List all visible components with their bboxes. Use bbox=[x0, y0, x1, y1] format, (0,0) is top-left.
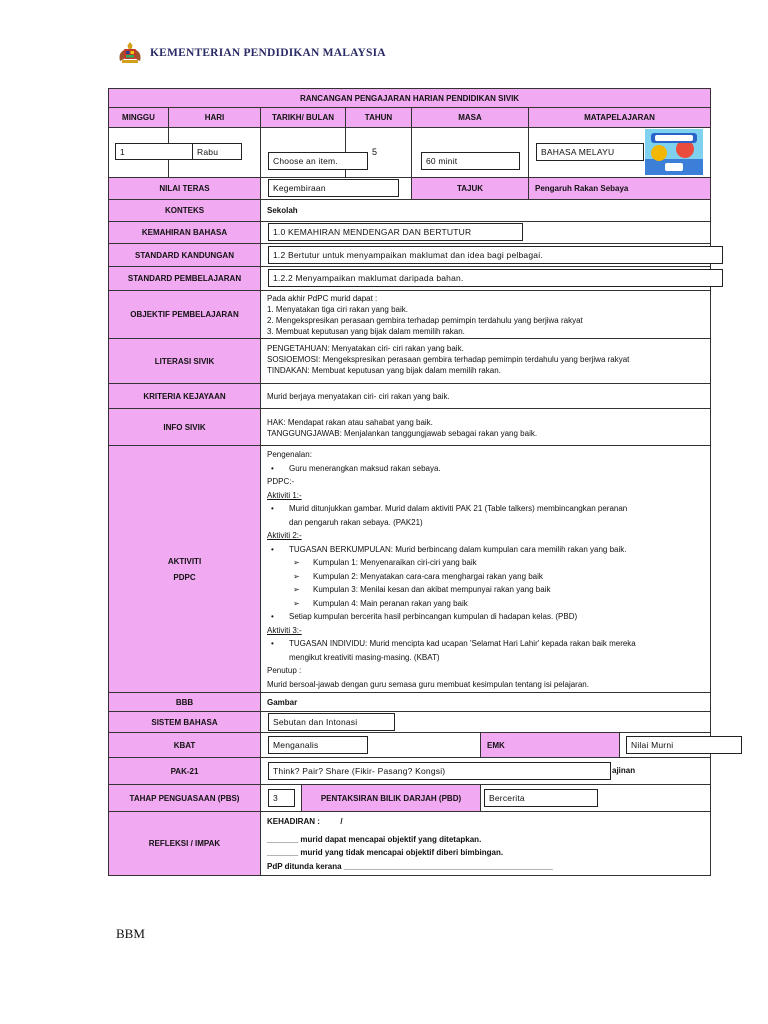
refleksi-line: _______ murid yang tidak mencapai objektif diberi bimbingan. bbox=[267, 848, 504, 857]
info-line: TANGGUNGJAWAB: Menjalankan tanggungjawab sebagai rakan yang baik. bbox=[267, 429, 538, 438]
tahun-value: 5 bbox=[372, 147, 378, 157]
refleksi-line: _______ murid dapat mencapai objektif yang ditetapkan. bbox=[267, 834, 482, 844]
aktiviti-line: Murid bersoal-jawab dengan guru semasa guru membuat kesimpulan tentang isi pelajaran. bbox=[267, 679, 589, 689]
pbd-field[interactable]: Bercerita bbox=[484, 789, 598, 807]
aktiviti-line: • Murid ditunjukkan gambar. Murid dalam aktiviti PAK 21 (Table talkers) membincangkan peranan bbox=[267, 502, 704, 516]
aktiviti-line: • TUGASAN BERKUMPULAN: Murid berbincang dalam kumpulan cara memilih rakan yang baik. bbox=[267, 543, 704, 557]
refleksi-content bbox=[260, 811, 711, 876]
objektif-line: 1. Menyatakan tiga ciri rakan yang baik. bbox=[267, 305, 408, 314]
label-kemahiran: KEMAHIRAN BAHASA bbox=[108, 221, 261, 244]
aktiviti-line: ➢ Kumpulan 4: Main peranan rakan yang baik bbox=[267, 597, 704, 611]
kehadiran-label: KEHADIRAN : bbox=[267, 817, 320, 826]
col-minggu: MINGGU bbox=[108, 107, 169, 128]
kbat-field[interactable]: Menganalis bbox=[268, 736, 368, 754]
pdpc-label: PDPC bbox=[173, 572, 196, 582]
label-kriteria: KRITERIA KEJAYAAN bbox=[108, 383, 261, 409]
aktiviti-line: mengikut kreativiti masing-masing. (KBAT) bbox=[289, 652, 440, 662]
aktiviti-line: ➢ Kumpulan 2: Menyatakan cara-cara menghargai rakan yang baik bbox=[267, 570, 704, 584]
matapelajaran-field[interactable]: BAHASA MELAYU bbox=[536, 143, 644, 161]
bbm-heading: BBM bbox=[116, 926, 145, 941]
label-nilai-teras: NILAI TERAS bbox=[108, 177, 261, 200]
label-pak21: PAK-21 bbox=[108, 757, 261, 785]
kriteria-value: Murid berjaya menyatakan ciri- ciri rakan yang baik. bbox=[260, 383, 711, 409]
ministry-header bbox=[116, 40, 386, 66]
malaysia-crest-icon bbox=[116, 41, 144, 65]
emk-field[interactable]: Nilai Murni bbox=[626, 736, 742, 754]
label-kbat: KBAT bbox=[108, 732, 261, 758]
label-standard-kandungan: STANDARD KANDUNGAN bbox=[108, 243, 261, 267]
aktiviti-label: AKTIVITI bbox=[167, 556, 202, 566]
masa-field[interactable]: 60 minit bbox=[421, 152, 520, 170]
aktiviti-line: dan pengaruh rakan sebaya. (PAK21) bbox=[289, 517, 423, 527]
label-tajuk: TAJUK bbox=[411, 177, 529, 200]
minggu-field[interactable]: 1 bbox=[115, 143, 193, 160]
objektif-content bbox=[260, 290, 711, 339]
standard-pembelajaran-field[interactable]: 1.2.2 Menyampaikan maklumat daripada bahan. bbox=[268, 269, 723, 287]
literasi-line: TINDAKAN: Membuat keputusan yang bijak dalam memilih rakan. bbox=[267, 366, 501, 375]
literasi-line: PENGETAHUAN: Menyatakan ciri- ciri rakan yang baik. bbox=[267, 344, 464, 353]
objektif-line: Pada akhir PdPC murid dapat : bbox=[267, 294, 378, 303]
tajuk-value: Pengaruh Rakan Sebaya bbox=[528, 177, 711, 200]
info-content bbox=[260, 408, 711, 446]
aktiviti-line: Aktiviti 3:- bbox=[267, 625, 302, 635]
label-refleksi: REFLEKSI / IMPAK bbox=[108, 811, 261, 876]
label-info: INFO SIVIK bbox=[108, 408, 261, 446]
label-tahap: TAHAP PENGUASAAN (PBS) bbox=[108, 784, 261, 812]
pak21-field[interactable]: Think? Pair? Share (Fikir- Pasang? Kongsi) bbox=[268, 762, 611, 780]
col-tahun: TAHUN bbox=[345, 107, 412, 128]
aktiviti-content bbox=[260, 445, 711, 693]
bbb-value: Gambar bbox=[260, 692, 711, 712]
label-objektif: OBJEKTIF PEMBELAJARAN bbox=[108, 290, 261, 339]
aktiviti-line: • Setiap kumpulan bercerita hasil perbincangan kumpulan di hadapan kelas. (PBD) bbox=[267, 610, 704, 624]
kehadiran-slash: / bbox=[340, 817, 343, 826]
col-hari: HARI bbox=[168, 107, 261, 128]
aktiviti-line: Penutup : bbox=[267, 666, 302, 675]
col-matapelajaran: MATAPELAJARAN bbox=[528, 107, 711, 128]
aktiviti-line: Aktiviti 1:- bbox=[267, 490, 302, 500]
objektif-line: 3. Membuat keputusan yang bijak dalam memilih rakan. bbox=[267, 327, 465, 336]
tarikh-dropdown[interactable]: Choose an item. bbox=[268, 152, 368, 170]
label-literasi: LITERASI SIVIK bbox=[108, 338, 261, 384]
page-title: RANCANGAN PENGAJARAN HARIAN PENDIDIKAN SIVIK bbox=[108, 88, 711, 108]
label-konteks: KONTEKS bbox=[108, 199, 261, 222]
refleksi-line: PdP ditunda kerana _______________________________________________ bbox=[267, 861, 553, 871]
standard-kandungan-field[interactable]: 1.2 Bertutur untuk menyampaikan maklumat dan idea bagi pelbagai. bbox=[268, 246, 723, 264]
objektif-line: 2. Mengekspresikan perasaan gembira terhadap pemimpin terdahulu yang berjiwa rakyat bbox=[267, 316, 583, 325]
col-tarikh: TARIKH/ BULAN bbox=[260, 107, 346, 128]
ministry-name: KEMENTERIAN PENDIDIKAN MALAYSIA bbox=[150, 47, 386, 59]
label-aktiviti bbox=[108, 445, 261, 693]
tahap-field[interactable]: 3 bbox=[268, 789, 295, 807]
nilai-teras-field[interactable]: Kegembiraan bbox=[268, 179, 399, 197]
pak21-trailing-text: ajinan bbox=[612, 766, 636, 775]
kemahiran-field[interactable]: 1.0 KEMAHIRAN MENDENGAR DAN BERTUTUR bbox=[268, 223, 523, 241]
label-pbd: PENTAKSIRAN BILIK DARJAH (PBD) bbox=[301, 784, 481, 812]
aktiviti-line: Pengenalan: bbox=[267, 450, 312, 459]
aktiviti-line: PDPC:- bbox=[267, 477, 295, 486]
label-bbb: BBB bbox=[108, 692, 261, 712]
aktiviti-line: ➢ Kumpulan 3: Menilai kesan dan akibat mempunyai rakan yang baik bbox=[267, 583, 704, 597]
label-sistem: SISTEM BAHASA bbox=[108, 711, 261, 733]
aktiviti-line: Aktiviti 2:- bbox=[267, 531, 302, 540]
literasi-content bbox=[260, 338, 711, 384]
bahasa-melayu-book-icon bbox=[645, 129, 703, 175]
label-emk: EMK bbox=[480, 732, 620, 758]
kehadiran-line bbox=[267, 815, 704, 829]
hari-field[interactable]: Rabu bbox=[192, 143, 242, 160]
sistem-field[interactable]: Sebutan dan Intonasi bbox=[268, 713, 395, 731]
info-line: HAK: Mendapat rakan atau sahabat yang baik. bbox=[267, 418, 433, 427]
konteks-value: Sekolah bbox=[260, 199, 711, 222]
col-masa: MASA bbox=[411, 107, 529, 128]
literasi-line: SOSIOEMOSI: Mengekspresikan perasaan gembira terhadap pemimpin terdahulu yang berjiwa rakyat bbox=[267, 355, 630, 364]
label-standard-pembelajaran: STANDARD PEMBELAJARAN bbox=[108, 266, 261, 291]
aktiviti-line: • TUGASAN INDIVIDU: Murid mencipta kad ucapan 'Selamat Hari Lahir' kepada rakan baik mereka bbox=[267, 637, 704, 651]
aktiviti-line: • Guru menerangkan maksud rakan sebaya. bbox=[267, 462, 704, 476]
aktiviti-line: ➢ Kumpulan 1: Menyenaraikan ciri-ciri yang baik bbox=[267, 556, 704, 570]
